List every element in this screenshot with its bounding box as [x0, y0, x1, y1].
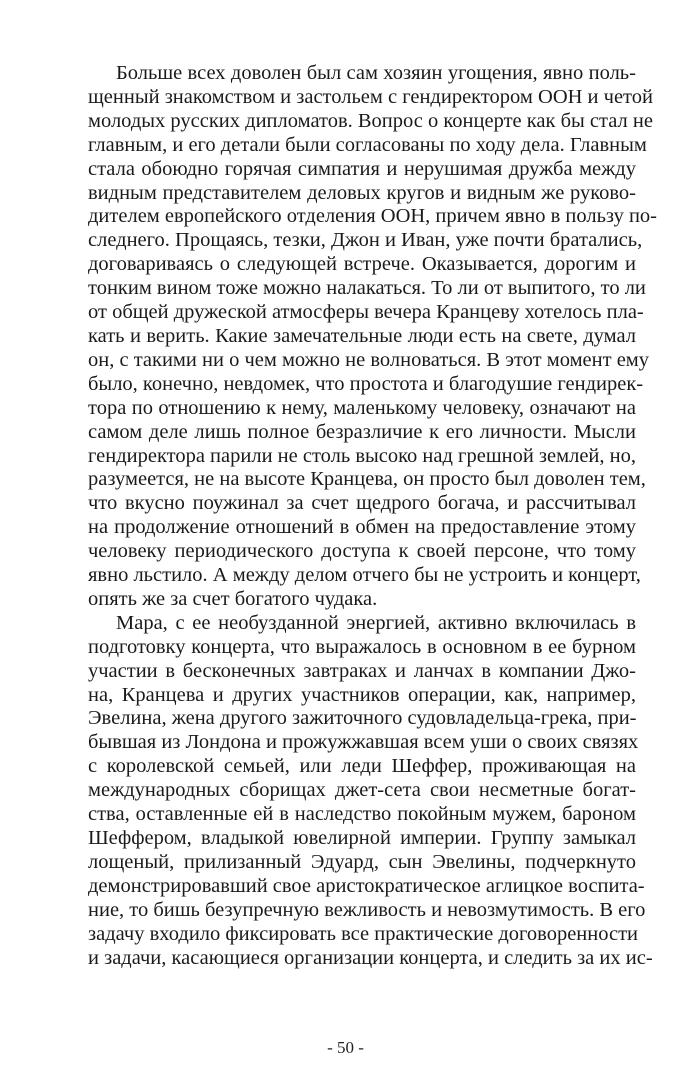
page-number: - 50 - [327, 1038, 364, 1057]
text-line: ства, оставленные ей в наследство покойным мужем, бароном [88, 803, 636, 826]
text-line: Больше всех доволен был сам хозяин угощения, явно поль- [116, 62, 636, 84]
text-line: на, Кранцева и других участников операции, как, например, [88, 683, 636, 706]
text-line: было, конечно, невдомек, что простота и благодушие гендирек- [88, 372, 644, 395]
text-line: стала обоюдно горячая симпатия и нерушимая дружба между [88, 157, 636, 180]
paragraph [88, 62, 658, 612]
text-line: Шеффером, владыкой ювелирной империи. Группу замыкал [88, 827, 636, 849]
text-line: тонким вином тоже можно налакаться. То ли от выпитого, то ли [88, 277, 646, 300]
text-line: видным представителем деловых кругов и видным же руково- [88, 181, 636, 204]
text-line: Эвелина, жена другого зажиточного судовладельца-грека, при- [88, 707, 637, 730]
text-line: подготовку концерта, что выражалось в основном в ее бурном [88, 635, 636, 658]
text-line: ние, то бишь безупречную вежливость и невозмутимость. В его [88, 898, 646, 921]
text-line: кать и верить. Какие замечательные люди есть на свете, думал [88, 324, 636, 347]
text-line: международных сборищах джет-сета свои несметные богат- [88, 779, 636, 802]
text-line: дителем европейского отделения ООН, причем явно в пользу по- [88, 205, 658, 228]
page-body [88, 62, 658, 970]
text-line: демонстрировавший свое аристократическое аглицкое воспита- [88, 874, 645, 897]
text-line: и задачи, касающиеся организации концерта, и следить за их ис- [88, 946, 653, 969]
text-line: Мара, с ее необузданной энергией, активно включилась в [116, 611, 636, 634]
text-line: опять же за счет богатого чудака. [88, 587, 378, 610]
paragraph [88, 611, 653, 971]
text-line: явно льстило. А между делом отчего бы не устроить и концерт, [88, 564, 641, 587]
text-line: гендиректора парили не столь высоко над грешной землей, но, [88, 444, 636, 467]
text-line: главным, и его детали были согласованы по ходу дела. Главным [88, 133, 647, 156]
text-line: человеку периодического доступа к своей персоне, что тому [88, 540, 636, 563]
text-line: на продолжение отношений в обмен на предоставление этому [88, 516, 636, 539]
text-line: от общей дружеской атмосферы вечера Кранцеву хотелось пла- [88, 301, 644, 324]
text-line: бывшая из Лондона и прожужжавшая всем уши о своих связях [88, 731, 639, 754]
text-line: щенный знакомством и застольем с гендиректором ООН и четой [88, 85, 653, 108]
text-line: он, с такими ни о чем можно не волноваться. В этот момент ему [88, 348, 650, 371]
text-line: следнего. Прощаясь, тезки, Джон и Иван, уже почти братались, [88, 229, 643, 252]
text-line: задачу входило фиксировать все практические договоренности [88, 922, 639, 945]
text-line: что вкусно поужинал за счет щедрого богача, и рассчитывал [88, 492, 636, 515]
text-line: лощеный, прилизанный Эдуард, сын Эвелины, подчеркнуто [88, 850, 636, 873]
text-line: тора по отношению к нему, маленькому человеку, означают на [88, 396, 636, 419]
text-line: с королевской семьей, или леди Шеффер, проживающая на [88, 755, 636, 778]
text-line: участии в бесконечных завтраках и ланчах в компании Джо- [88, 659, 636, 682]
text-line: разумеется, не на высоте Кранцева, он просто был доволен тем, [88, 468, 646, 491]
text-line: договариваясь о следующей встрече. Оказывается, дорогим и [88, 253, 636, 276]
text-line: молодых русских дипломатов. Вопрос о концерте как бы стал не [88, 109, 653, 132]
text-line: самом деле лишь полное безразличие к его личности. Мысли [88, 420, 636, 443]
